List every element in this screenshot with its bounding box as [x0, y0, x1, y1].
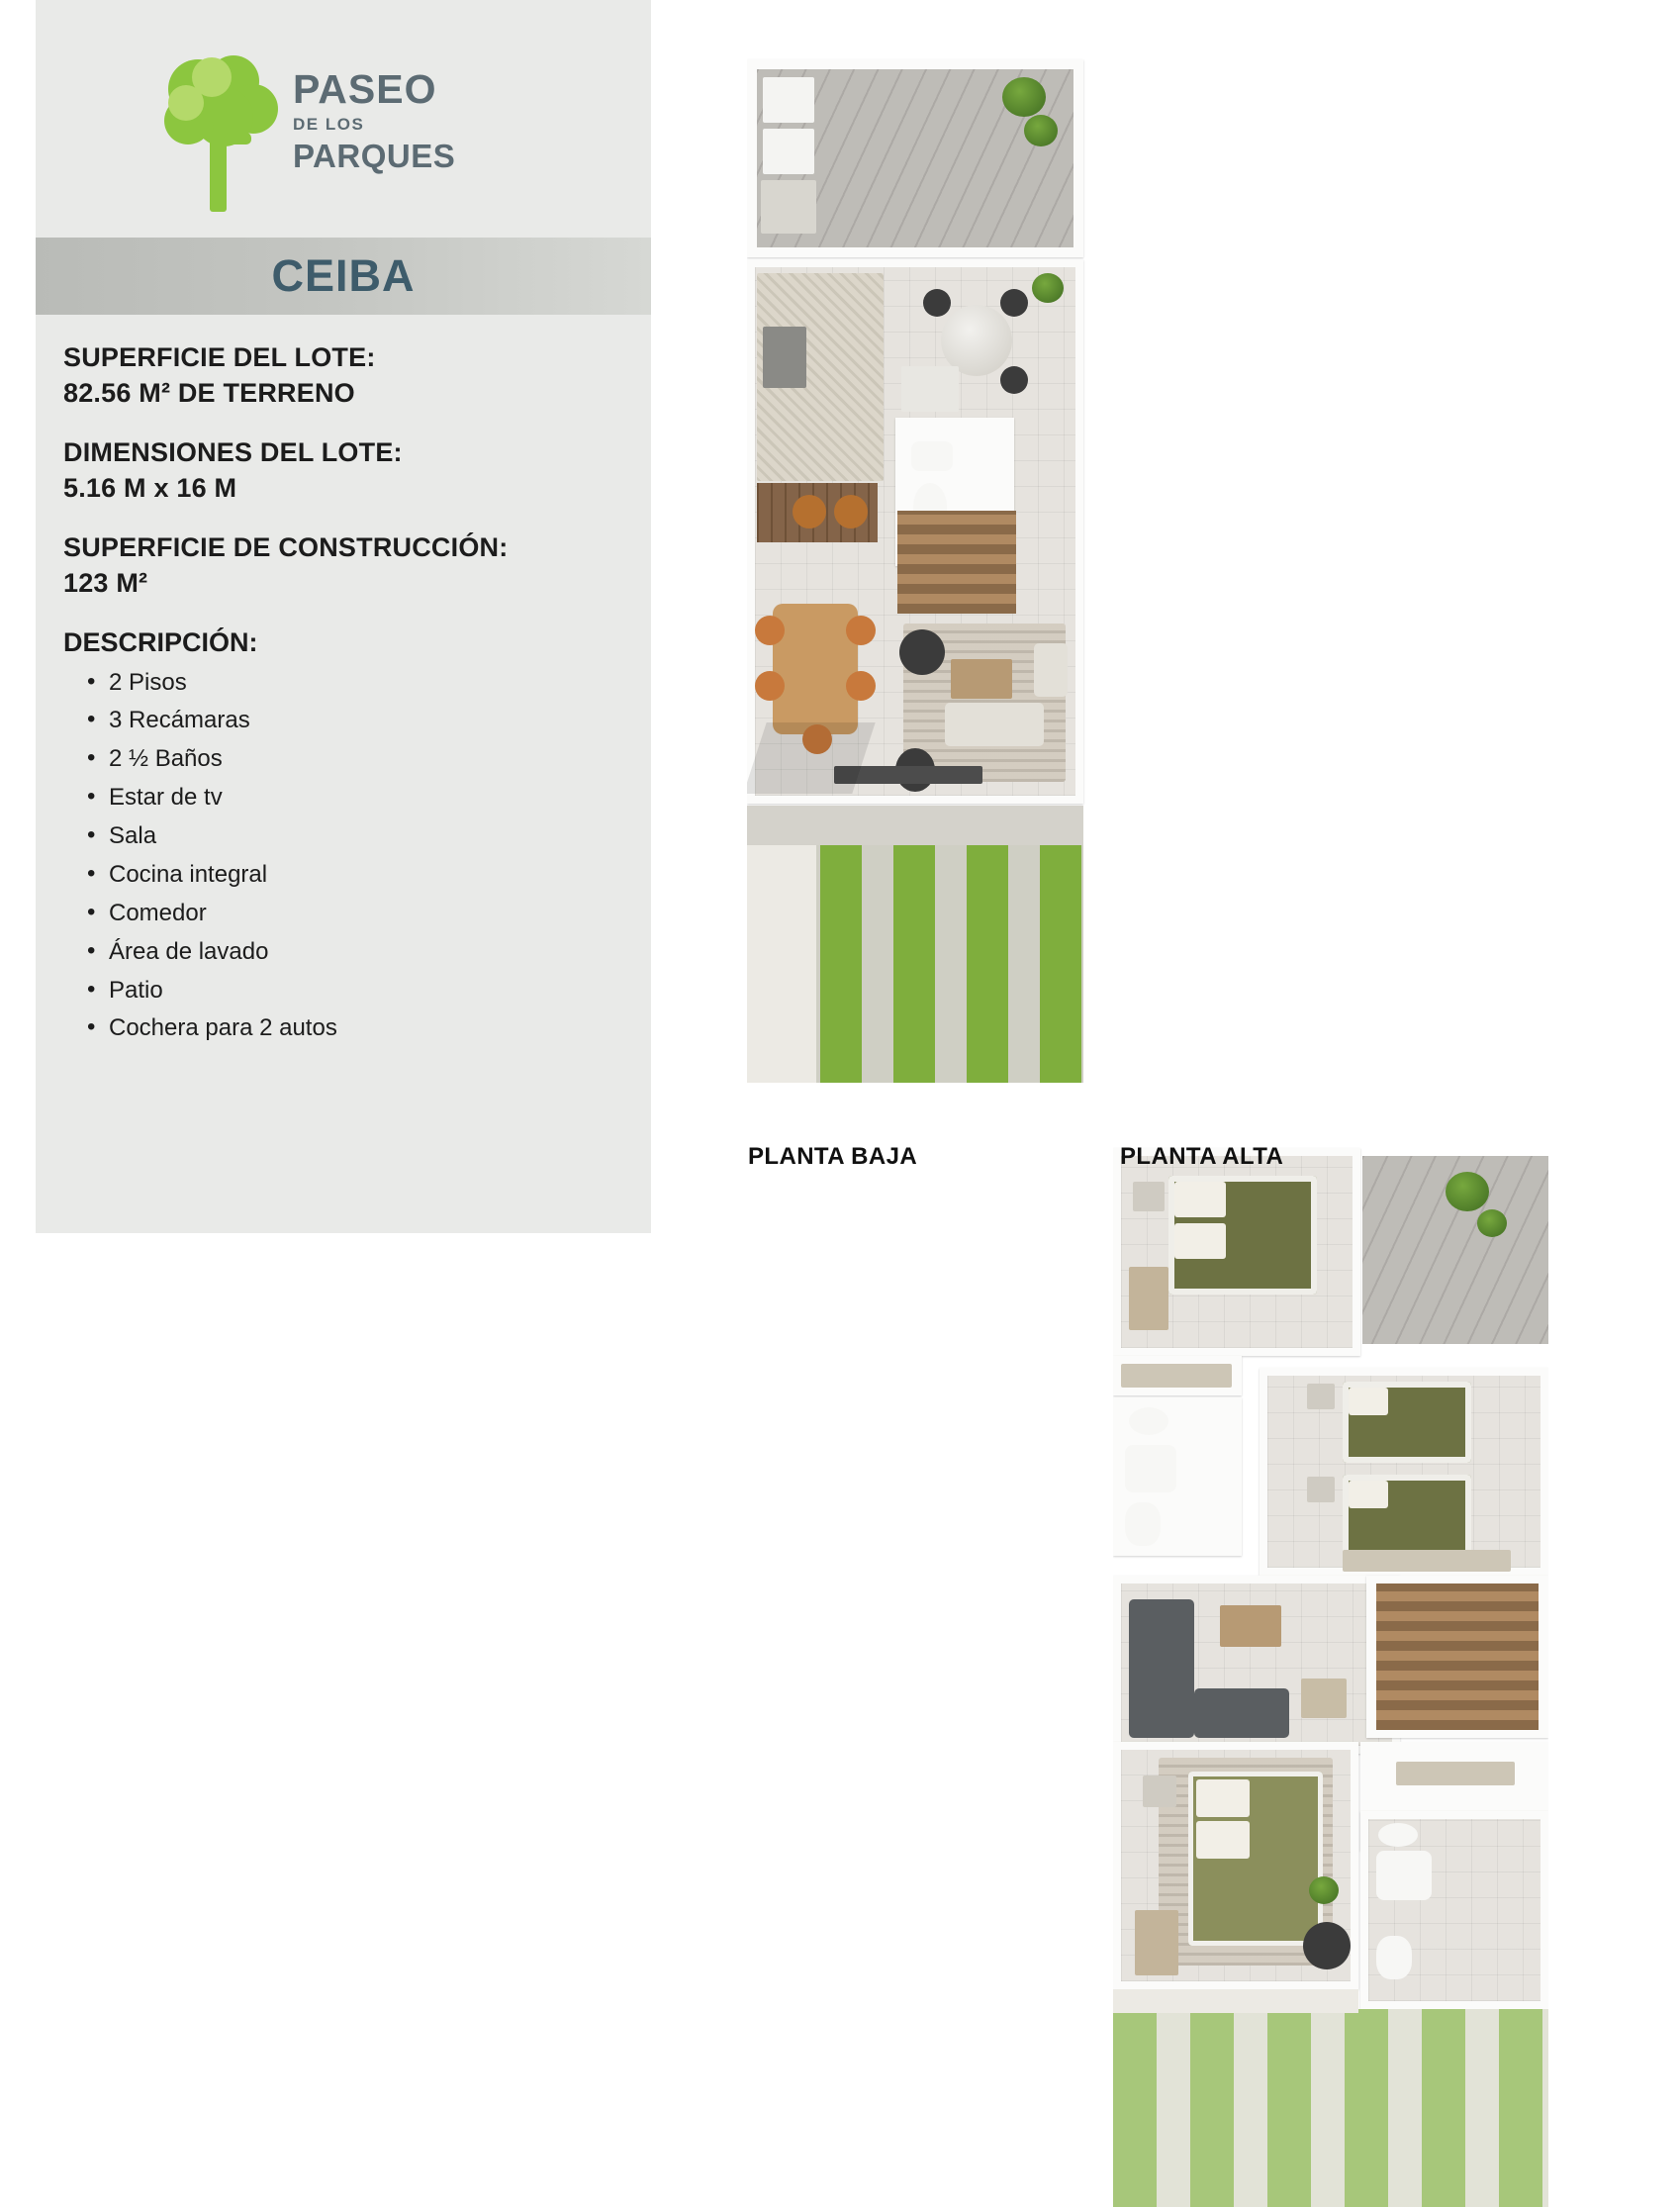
upper-floor-caption: PLANTA ALTA: [1120, 1143, 1284, 1170]
list-item: • Cocina integral: [109, 856, 627, 895]
chair: [755, 671, 785, 701]
spec-lot-area: [63, 341, 627, 411]
tree-logo-icon: [154, 48, 283, 216]
sectional-sofa: [1194, 1688, 1289, 1738]
chair: [846, 616, 876, 645]
list-item: • 2 ½ Baños: [109, 740, 627, 779]
desk: [1135, 1910, 1178, 1975]
appliance: [901, 366, 959, 412]
closet-rail: [1396, 1762, 1515, 1785]
description-block: [63, 627, 627, 1049]
plant-icon: [1309, 1876, 1339, 1904]
list-item: • Área de lavado: [109, 933, 627, 972]
chair: [846, 671, 876, 701]
upper-floor-render: [1113, 1118, 1548, 2207]
chair: [1000, 289, 1028, 317]
nightstand: [1143, 1775, 1176, 1807]
laundry-sink: [761, 180, 816, 234]
armchair: [1034, 643, 1068, 697]
lavatory: [1129, 1407, 1168, 1435]
stove: [763, 327, 806, 388]
specs-list: [63, 341, 627, 1048]
plant-icon: [1032, 273, 1064, 303]
spec-lot-area-value: 82.56 M² DE TERRENO: [63, 377, 355, 408]
staircase: [897, 511, 1016, 614]
brand-line-2: DE LOS: [293, 115, 365, 134]
spec-built-area-label: SUPERFICIE DE CONSTRUCCIÓN:: [63, 532, 509, 563]
chair: [1000, 366, 1028, 394]
model-title-band: [36, 238, 651, 315]
plant-icon: [1477, 1209, 1507, 1237]
spec-lot-area-label: SUPERFICIE DEL LOTE:: [63, 342, 376, 372]
info-panel: [36, 0, 651, 1233]
brand-line-1: PASEO: [293, 66, 437, 112]
plant-icon: [1002, 77, 1046, 117]
accent-chair: [1303, 1922, 1351, 1969]
sectional-sofa: [1129, 1599, 1194, 1738]
page-title: CEIBA: [271, 250, 416, 301]
nightstand: [1133, 1182, 1165, 1211]
brand-wordmark: [293, 66, 456, 174]
dryer: [763, 129, 814, 174]
list-item: • Estar de tv: [109, 779, 627, 817]
sofa: [945, 703, 1044, 746]
spec-built-area: [63, 531, 627, 601]
washer: [763, 77, 814, 123]
ground-floor-caption: PLANTA BAJA: [748, 1143, 918, 1170]
brand-logo: [154, 48, 570, 216]
lavatory: [1378, 1823, 1418, 1847]
list-item: • 3 Recámaras: [109, 702, 627, 740]
list-item: • Sala: [109, 817, 627, 856]
spec-built-area-value: 123 M²: [63, 568, 148, 599]
nightstand: [1307, 1477, 1335, 1502]
chair: [923, 289, 951, 317]
plant-icon: [1446, 1172, 1489, 1211]
front-lawn: [1113, 2009, 1548, 2207]
wc: [1376, 1936, 1412, 1979]
description-label: DESCRIPCIÓN:: [63, 626, 258, 657]
dining-table: [773, 604, 858, 734]
nightstand: [1307, 1384, 1335, 1409]
bathtub: [1125, 1445, 1176, 1492]
accent-chair: [899, 629, 945, 675]
plant-icon: [1024, 115, 1058, 146]
coffee-table: [1220, 1605, 1281, 1647]
feature-list: [63, 664, 627, 1049]
bathtub: [1376, 1851, 1432, 1900]
list-item: • Patio: [109, 972, 627, 1010]
lavatory: [911, 441, 953, 471]
list-item: • 2 Pisos: [109, 664, 627, 703]
closet-rail: [1121, 1364, 1232, 1388]
desk: [1129, 1267, 1168, 1330]
list-item: • Cochera para 2 autos: [109, 1009, 627, 1048]
closet-rail: [1343, 1550, 1511, 1572]
side-table: [1301, 1679, 1347, 1718]
list-item: • Comedor: [109, 895, 627, 933]
floor-plan-area: [693, 0, 1680, 1267]
staircase: [1376, 1583, 1539, 1730]
wc: [1125, 1502, 1161, 1546]
ground-floor-render: [747, 30, 1118, 1118]
spec-lot-dimensions: [63, 436, 627, 506]
bar-stool: [834, 495, 868, 528]
coffee-table: [951, 659, 1012, 699]
chair: [755, 616, 785, 645]
spec-lot-dimensions-label: DIMENSIONES DEL LOTE:: [63, 437, 403, 468]
spec-lot-dimensions-value: 5.16 M x 16 M: [63, 472, 237, 503]
brand-line-3: PARQUES: [293, 137, 456, 174]
bar-stool: [793, 495, 826, 528]
